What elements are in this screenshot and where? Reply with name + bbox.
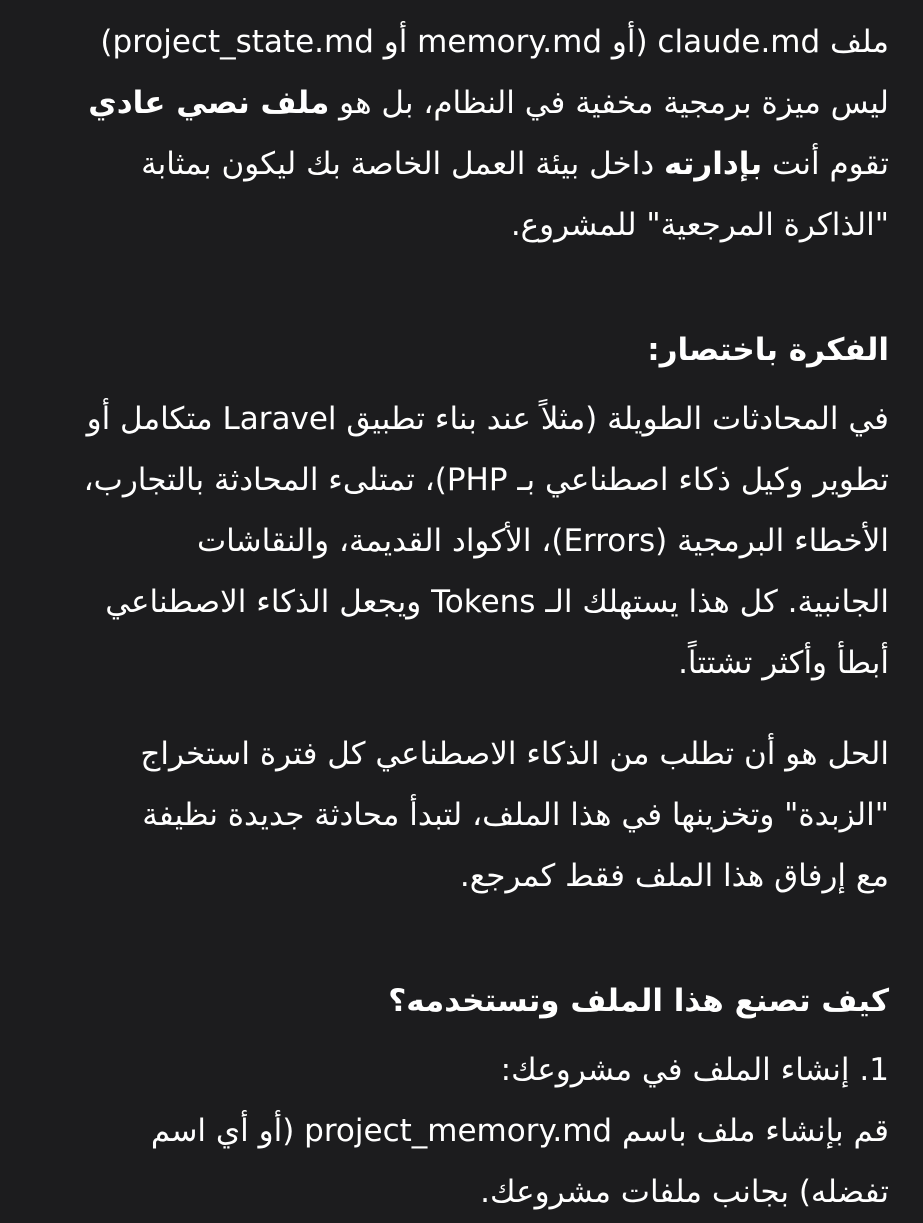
idea-line: الأخطاء البرمجية (Errors)، الأكواد القديمة، والنقاشات	[197, 523, 889, 559]
idea-paragraph	[33, 389, 889, 694]
idea-line: تطوير وكيل ذكاء اصطناعي بـ PHP)، تمتلىء المحادثة بالتجارب،	[83, 462, 889, 498]
idea-line: أبطأ وأكثر تشتتاً.	[678, 645, 889, 681]
idea-line: الجانبية. كل هذا يستهلك الـ Tokens ويجعل الذكاء الاصطناعي	[105, 584, 889, 620]
solution-line: الحل هو أن تطلب من الذكاء الاصطناعي كل فترة استخراج	[140, 736, 889, 772]
step-title: 1. إنشاء الملف في مشروعك:	[500, 1052, 889, 1088]
article	[33, 12, 889, 1223]
intro-emphasis: ملف نصي عادي	[88, 85, 330, 121]
spacer	[33, 381, 889, 389]
intro-emphasis: بإدارته	[663, 146, 763, 182]
idea-line: في المحادثات الطويلة (مثلاً عند بناء تطبيق Laravel متكامل أو	[86, 401, 889, 437]
section-heading-howto: كيف تصنع هذا الملف وتستخدمه؟	[388, 983, 889, 1019]
solution-paragraph	[33, 724, 889, 907]
section-heading-idea: الفكرة باختصار:	[647, 332, 889, 368]
intro-line	[33, 73, 889, 134]
spacer	[33, 256, 889, 320]
spacer	[33, 694, 889, 724]
solution-line: مع إرفاق هذا الملف فقط كمرجع.	[459, 858, 889, 894]
intro-text: ليس ميزة برمجية مخفية في النظام، بل هو	[329, 85, 889, 121]
intro-line	[33, 134, 889, 195]
intro-text: داخل بيئة العمل الخاصة بك ليكون بمثابة	[141, 146, 664, 182]
intro-line: ملف claude.md (أو memory.md أو project_state.md)	[100, 24, 889, 60]
step-line: تفضله) بجانب ملفات مشروعك.	[480, 1174, 889, 1210]
solution-line: "الزبدة" وتخزينها في هذا الملف، لتبدأ محادثة جديدة نظيفة	[142, 797, 889, 833]
step-line: قم بإنشاء ملف باسم project_memory.md (أو أي اسم	[150, 1113, 889, 1149]
spacer	[33, 1032, 889, 1040]
spacer	[33, 907, 889, 971]
step-body	[33, 1101, 889, 1223]
intro-line: "الذاكرة المرجعية" للمشروع.	[510, 207, 889, 243]
intro-paragraph	[33, 12, 889, 256]
intro-text: تقوم أنت	[762, 146, 889, 182]
